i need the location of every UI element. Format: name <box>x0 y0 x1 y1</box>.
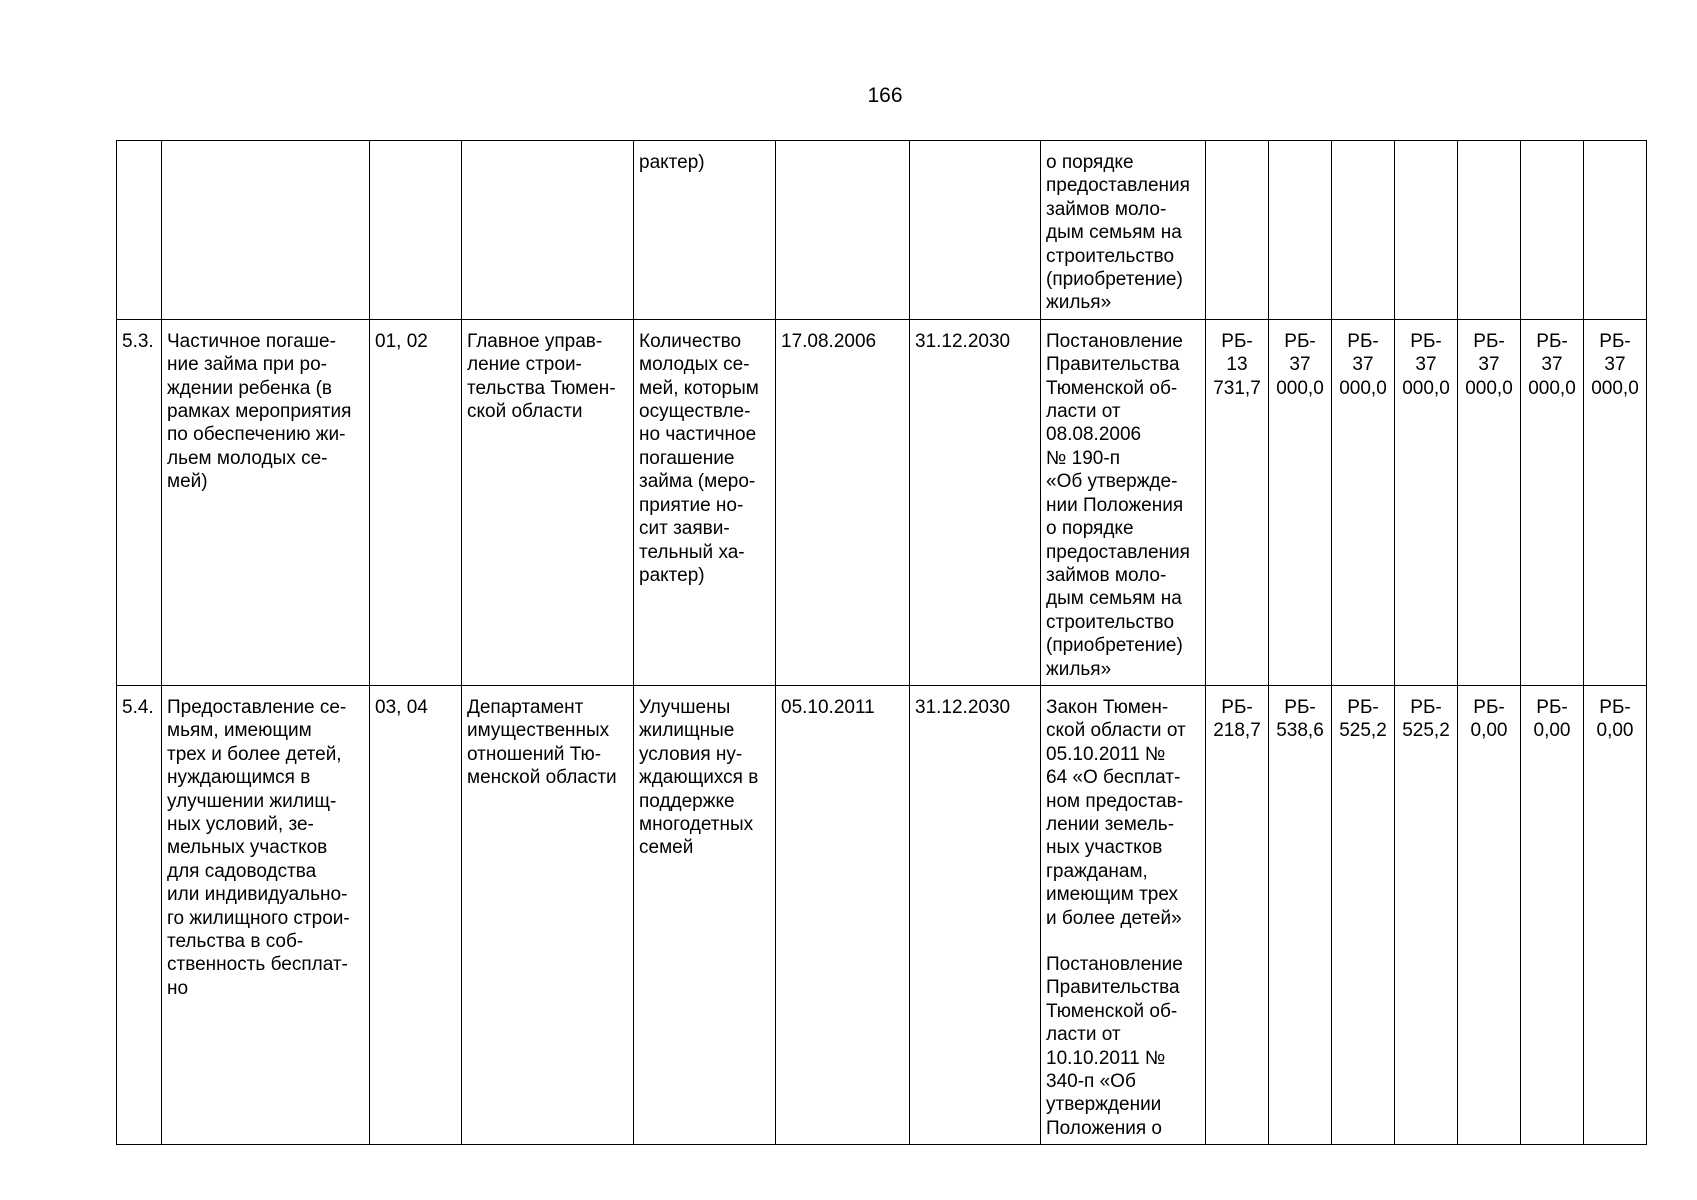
funding-amount: РБ- 37 000,0 <box>1402 330 1450 399</box>
funding-year-cell <box>1521 685 1584 1144</box>
start-date-text: 05.10.2011 <box>781 696 875 718</box>
table-row <box>117 685 1647 1144</box>
codes-text: 01, 02 <box>375 330 428 352</box>
funding-year-cell <box>1269 319 1332 685</box>
funding-amount: РБ- 37 000,0 <box>1465 330 1513 399</box>
page-number: 166 <box>867 84 903 107</box>
funding-amount: РБ- 218,7 <box>1213 696 1261 742</box>
funding-amount: РБ- 37 000,0 <box>1528 330 1576 399</box>
funding-year-cell <box>1395 319 1458 685</box>
funding-year-cell <box>1395 141 1458 320</box>
result-cell <box>634 685 776 1144</box>
funding-amount: РБ- 0,00 <box>1596 696 1634 742</box>
table-body <box>117 141 1647 1145</box>
funding-amount: РБ- 37 000,0 <box>1276 330 1324 399</box>
legal-basis-text: о порядке предоставления займов моло- дым семьям на строительство (приобретение) жилья» <box>1046 152 1190 314</box>
funding-amount: РБ- 525,2 <box>1402 696 1450 742</box>
result-text: Улучшены жилищные условия ну- ждающихся в поддержке многодетных семей <box>639 696 759 859</box>
codes-cell <box>370 319 462 685</box>
funding-year-cell <box>1332 319 1395 685</box>
start-date-cell <box>776 319 910 685</box>
row-number-cell <box>117 319 162 685</box>
funding-year-cell <box>1584 685 1647 1144</box>
funding-year-cell <box>1458 319 1521 685</box>
end-date-text: 31.12.2030 <box>915 330 1011 352</box>
executor-cell <box>462 319 634 685</box>
measure-name-cell <box>162 141 370 320</box>
funding-amount: РБ- 0,00 <box>1470 696 1508 742</box>
executor-text: Департамент имущественных отношений Тю- менской области <box>467 696 617 789</box>
funding-amount: РБ- 37 000,0 <box>1591 330 1639 399</box>
end-date-cell <box>910 685 1041 1144</box>
funding-year-cell <box>1206 319 1269 685</box>
legal-basis-cell <box>1041 685 1206 1144</box>
result-cell <box>634 141 776 320</box>
funding-amount: РБ- 0,00 <box>1533 696 1571 742</box>
funding-year-cell <box>1458 141 1521 320</box>
result-text: рактер) <box>639 152 705 173</box>
table-row <box>117 319 1647 685</box>
end-date-cell <box>910 319 1041 685</box>
table-row <box>117 141 1647 320</box>
row-number-cell <box>117 685 162 1144</box>
legal-basis-cell <box>1041 319 1206 685</box>
start-date-cell <box>776 141 910 320</box>
legal-basis-text: Закон Тюмен- ской области от 05.10.2011 № 64 «О бесплат- ном предостав- лении земель- ных участков гражданам, имеющим трех и более детей» <box>1046 696 1186 929</box>
end-date-cell <box>910 141 1041 320</box>
start-date-text: 17.08.2006 <box>781 330 877 352</box>
end-date-text: 31.12.2030 <box>915 696 1011 718</box>
legal-basis-cell <box>1041 141 1206 320</box>
funding-year-cell <box>1521 319 1584 685</box>
funding-year-cell <box>1458 685 1521 1144</box>
row-number-text: 5.3. <box>122 330 154 352</box>
funding-amount: РБ- 13 731,7 <box>1213 330 1261 399</box>
measure-name-cell <box>162 319 370 685</box>
result-text: Количество молодых се- мей, которым осуществле- но частичное погашение займа (меро- приятие но- сит заяви- тельный ха- рактер) <box>639 330 759 586</box>
funding-amount: РБ- 538,6 <box>1276 696 1324 742</box>
funding-year-cell <box>1206 685 1269 1144</box>
legal-basis-text: Постановление Правительства Тюменской об- ласти от 08.08.2006 № 190-п «Об утвержде- нии Положения о порядке предоставления займов моло- дым семьям на строительство (приобретение) жилья» <box>1046 330 1190 680</box>
row-number-text: 5.4. <box>122 696 154 718</box>
funding-year-cell <box>1584 319 1647 685</box>
start-date-cell <box>776 685 910 1144</box>
codes-cell <box>370 685 462 1144</box>
funding-year-cell <box>1332 685 1395 1144</box>
measure-name-cell <box>162 685 370 1144</box>
paragraph-gap <box>1046 930 1201 953</box>
executor-cell <box>462 141 634 320</box>
executor-text: Главное управ- ление строи- тельства Тюмен- ской области <box>467 330 616 423</box>
measures-table <box>116 140 1647 1145</box>
funding-year-cell <box>1269 141 1332 320</box>
legal-basis-text: Постановление Правительства Тюменской об- ласти от 10.10.2011 № 340-п «Об утверждении Положения о <box>1046 954 1183 1139</box>
funding-year-cell <box>1521 141 1584 320</box>
funding-year-cell <box>1395 685 1458 1144</box>
funding-year-cell <box>1332 141 1395 320</box>
measure-name-text: Предоставление се- мьям, имеющим трех и более детей, нуждающимся в улучшении жилищ- ных условий, зе- мельных участков для садоводства или индивидуально- го жилищного строи- тельства в соб- ственность бесплат- но <box>167 696 350 999</box>
row-number-cell <box>117 141 162 320</box>
funding-year-cell <box>1584 141 1647 320</box>
codes-cell <box>370 141 462 320</box>
funding-amount: РБ- 37 000,0 <box>1339 330 1387 399</box>
result-cell <box>634 319 776 685</box>
funding-amount: РБ- 525,2 <box>1339 696 1387 742</box>
funding-year-cell <box>1269 685 1332 1144</box>
executor-cell <box>462 685 634 1144</box>
measure-name-text: Частичное погаше- ние займа при ро- ждении ребенка (в рамках мероприятия по обеспечению жи- льем молодых се- мей) <box>167 330 352 493</box>
codes-text: 03, 04 <box>375 696 428 718</box>
funding-year-cell <box>1206 141 1269 320</box>
